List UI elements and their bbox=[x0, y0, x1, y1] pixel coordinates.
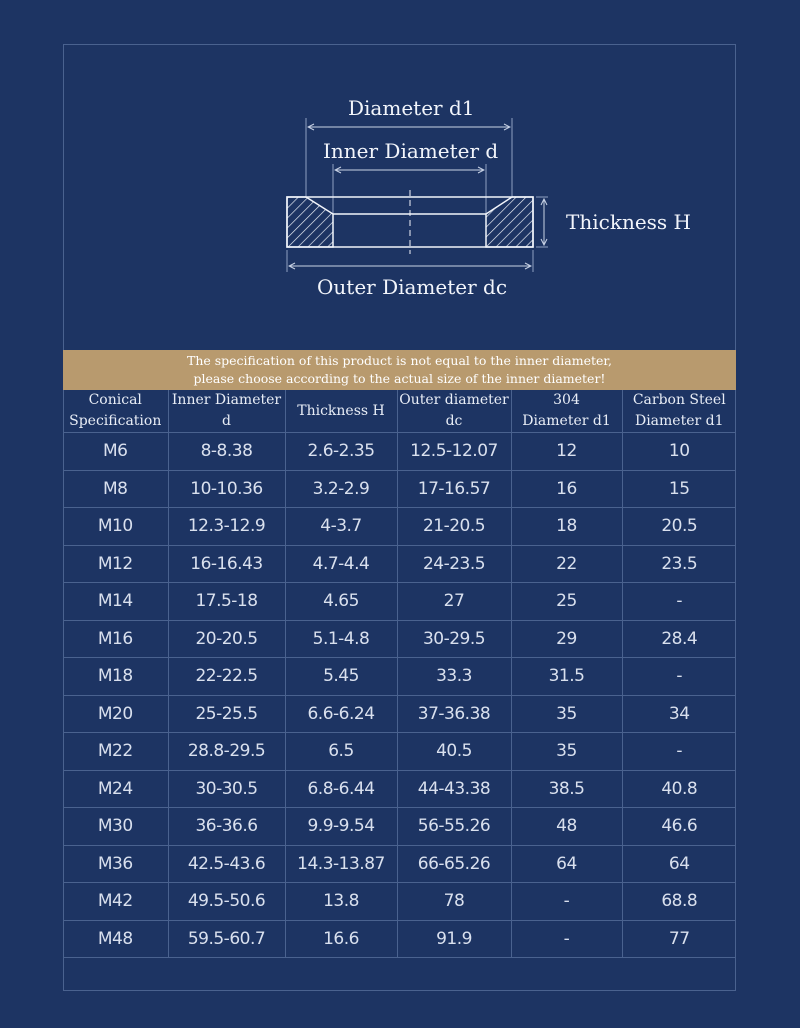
header-thickness: Thickness H bbox=[285, 390, 397, 433]
header-outer-diameter: Outer diameter dc bbox=[397, 390, 511, 433]
table-row bbox=[63, 770, 736, 808]
cell-diameter-carbon-steel: 46.6 bbox=[622, 808, 736, 846]
table-row bbox=[63, 470, 736, 508]
cell-inner-diameter: 22-22.5 bbox=[168, 658, 285, 696]
cell-inner-diameter: 16-16.43 bbox=[168, 545, 285, 583]
notice-banner bbox=[63, 350, 736, 390]
cell-spec: M12 bbox=[63, 545, 168, 583]
cell-thickness: 5.1-4.8 bbox=[285, 620, 397, 658]
cell-diameter-carbon-steel: 40.8 bbox=[622, 770, 736, 808]
cell-inner-diameter: 59.5-60.7 bbox=[168, 920, 285, 958]
cell-diameter-304: 25 bbox=[511, 583, 622, 621]
cell-spec: M20 bbox=[63, 695, 168, 733]
table-row bbox=[63, 883, 736, 921]
cell-diameter-304: 48 bbox=[511, 808, 622, 846]
cell-spec: M22 bbox=[63, 733, 168, 771]
cell-thickness: 2.6-2.35 bbox=[285, 433, 397, 471]
cell-diameter-304: - bbox=[511, 920, 622, 958]
cell-spec: M24 bbox=[63, 770, 168, 808]
cell-thickness: 9.9-9.54 bbox=[285, 808, 397, 846]
table-row bbox=[63, 508, 736, 546]
cell-inner-diameter: 36-36.6 bbox=[168, 808, 285, 846]
cell-inner-diameter: 20-20.5 bbox=[168, 620, 285, 658]
table-row bbox=[63, 808, 736, 846]
cell-diameter-carbon-steel: 34 bbox=[622, 695, 736, 733]
notice-line-2: please choose according to the actual size of the inner diameter! bbox=[193, 371, 606, 386]
table-header-row bbox=[63, 390, 736, 433]
cell-diameter-304: 18 bbox=[511, 508, 622, 546]
cell-inner-diameter: 12.3-12.9 bbox=[168, 508, 285, 546]
cell-diameter-304: 16 bbox=[511, 470, 622, 508]
cell-diameter-304: 64 bbox=[511, 845, 622, 883]
cell-thickness: 16.6 bbox=[285, 920, 397, 958]
cell-spec: M48 bbox=[63, 920, 168, 958]
header-304-diameter: 304 Diameter d1 bbox=[511, 390, 622, 433]
cell-inner-diameter: 10-10.36 bbox=[168, 470, 285, 508]
header-inner-diameter: Inner Diameter d bbox=[168, 390, 285, 433]
table-row bbox=[63, 695, 736, 733]
cell-diameter-carbon-steel: 64 bbox=[622, 845, 736, 883]
cell-diameter-304: - bbox=[511, 883, 622, 921]
cell-outer-diameter: 78 bbox=[397, 883, 511, 921]
cell-inner-diameter: 8-8.38 bbox=[168, 433, 285, 471]
label-thickness: Thickness H bbox=[566, 210, 691, 234]
cell-inner-diameter: 17.5-18 bbox=[168, 583, 285, 621]
cell-thickness: 6.5 bbox=[285, 733, 397, 771]
label-inner-diameter: Inner Diameter d bbox=[323, 139, 499, 163]
cell-thickness: 14.3-13.87 bbox=[285, 845, 397, 883]
cell-diameter-carbon-steel: 77 bbox=[622, 920, 736, 958]
cell-outer-diameter: 37-36.38 bbox=[397, 695, 511, 733]
cell-thickness: 6.8-6.44 bbox=[285, 770, 397, 808]
cell-diameter-carbon-steel: - bbox=[622, 733, 736, 771]
cell-outer-diameter: 12.5-12.07 bbox=[397, 433, 511, 471]
washer-left-section bbox=[287, 197, 333, 247]
label-diameter-d1: Diameter d1 bbox=[348, 96, 475, 120]
washer-right-section bbox=[486, 197, 533, 247]
cell-inner-diameter: 25-25.5 bbox=[168, 695, 285, 733]
cell-thickness: 4-3.7 bbox=[285, 508, 397, 546]
cell-thickness: 3.2-2.9 bbox=[285, 470, 397, 508]
cell-thickness: 4.65 bbox=[285, 583, 397, 621]
cell-inner-diameter: 28.8-29.5 bbox=[168, 733, 285, 771]
cell-diameter-304: 31.5 bbox=[511, 658, 622, 696]
header-carbon-steel-diameter: Carbon Steel Diameter d1 bbox=[622, 390, 736, 433]
table-row bbox=[63, 433, 736, 471]
cell-spec: M10 bbox=[63, 508, 168, 546]
table-row bbox=[63, 845, 736, 883]
specification-table bbox=[63, 390, 736, 958]
cell-diameter-304: 12 bbox=[511, 433, 622, 471]
cell-outer-diameter: 91.9 bbox=[397, 920, 511, 958]
cell-outer-diameter: 33.3 bbox=[397, 658, 511, 696]
table-row bbox=[63, 920, 736, 958]
cell-spec: M16 bbox=[63, 620, 168, 658]
cell-outer-diameter: 56-55.26 bbox=[397, 808, 511, 846]
cell-diameter-carbon-steel: 28.4 bbox=[622, 620, 736, 658]
cell-thickness: 5.45 bbox=[285, 658, 397, 696]
notice-line-1: The specification of this product is not equal to the inner diameter, bbox=[186, 353, 612, 368]
cell-diameter-carbon-steel: 10 bbox=[622, 433, 736, 471]
table-row bbox=[63, 583, 736, 621]
cell-outer-diameter: 66-65.26 bbox=[397, 845, 511, 883]
cell-diameter-carbon-steel: - bbox=[622, 658, 736, 696]
table-row bbox=[63, 733, 736, 771]
cell-diameter-carbon-steel: 68.8 bbox=[622, 883, 736, 921]
cell-spec: M6 bbox=[63, 433, 168, 471]
cell-thickness: 6.6-6.24 bbox=[285, 695, 397, 733]
cell-inner-diameter: 49.5-50.6 bbox=[168, 883, 285, 921]
label-outer-diameter: Outer Diameter dc bbox=[317, 275, 508, 299]
cell-thickness: 13.8 bbox=[285, 883, 397, 921]
cell-outer-diameter: 40.5 bbox=[397, 733, 511, 771]
cell-diameter-304: 22 bbox=[511, 545, 622, 583]
cell-outer-diameter: 30-29.5 bbox=[397, 620, 511, 658]
cell-diameter-304: 35 bbox=[511, 733, 622, 771]
cell-spec: M30 bbox=[63, 808, 168, 846]
table-row bbox=[63, 620, 736, 658]
cell-outer-diameter: 21-20.5 bbox=[397, 508, 511, 546]
cell-inner-diameter: 42.5-43.6 bbox=[168, 845, 285, 883]
cell-diameter-304: 29 bbox=[511, 620, 622, 658]
table-row bbox=[63, 658, 736, 696]
cell-spec: M36 bbox=[63, 845, 168, 883]
cell-diameter-carbon-steel: 23.5 bbox=[622, 545, 736, 583]
cell-inner-diameter: 30-30.5 bbox=[168, 770, 285, 808]
cell-outer-diameter: 17-16.57 bbox=[397, 470, 511, 508]
cell-spec: M42 bbox=[63, 883, 168, 921]
cell-diameter-carbon-steel: 20.5 bbox=[622, 508, 736, 546]
cell-diameter-304: 38.5 bbox=[511, 770, 622, 808]
table-row bbox=[63, 545, 736, 583]
cell-outer-diameter: 24-23.5 bbox=[397, 545, 511, 583]
table-body bbox=[63, 433, 736, 958]
cell-diameter-304: 35 bbox=[511, 695, 622, 733]
cell-spec: M18 bbox=[63, 658, 168, 696]
cell-spec: M14 bbox=[63, 583, 168, 621]
cell-spec: M8 bbox=[63, 470, 168, 508]
cell-outer-diameter: 27 bbox=[397, 583, 511, 621]
header-conical-specification: Conical Specification bbox=[63, 390, 168, 433]
cell-thickness: 4.7-4.4 bbox=[285, 545, 397, 583]
cell-diameter-carbon-steel: 15 bbox=[622, 470, 736, 508]
cell-outer-diameter: 44-43.38 bbox=[397, 770, 511, 808]
cell-diameter-carbon-steel: - bbox=[622, 583, 736, 621]
